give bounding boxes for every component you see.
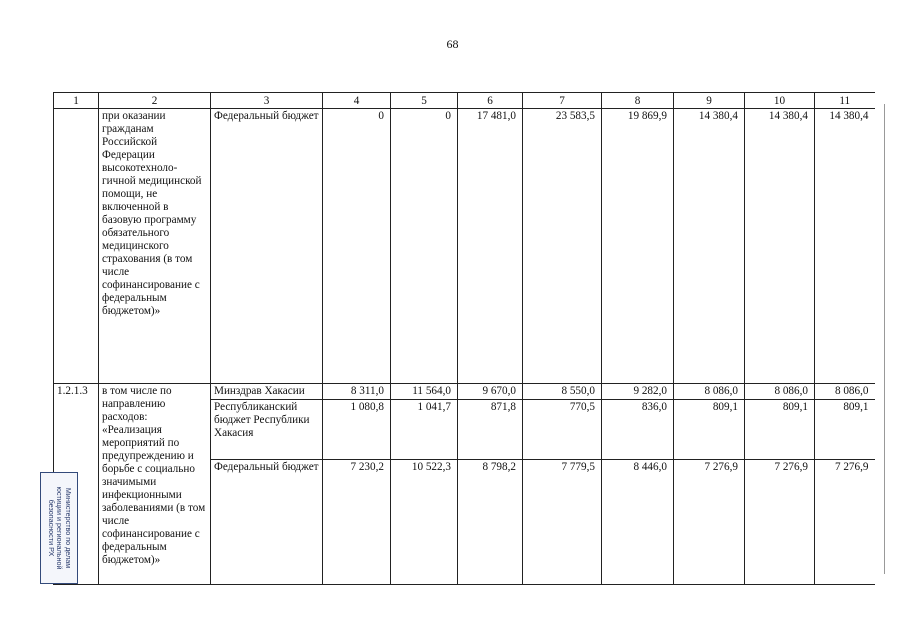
page-number: 68 — [446, 37, 459, 51]
header-cell: 6 — [458, 93, 523, 109]
value-cell: 8 798,2 — [458, 460, 523, 585]
header-cell: 4 — [323, 93, 391, 109]
value-cell: 809,1 — [745, 400, 815, 460]
funding-source-cell: Республиканский бюджет Республики Хакасия — [211, 400, 323, 460]
value-cell: 9 670,0 — [458, 384, 523, 400]
table-row — [54, 109, 875, 384]
value-cell: 8 311,0 — [323, 384, 391, 400]
funding-source-cell: Федеральный бюджет — [211, 460, 323, 585]
value-cell: 8 086,0 — [745, 384, 815, 400]
value-cell: 7 276,9 — [674, 460, 745, 585]
value-cell: 23 583,5 — [523, 109, 602, 384]
header-cell: 7 — [523, 93, 602, 109]
item-description-cell: в том числе по направлению расходов: «Реализация мероприятий по предупреждению и борьбе с социально значимыми инфекционными заболеваниями (в том числе софинансирование с федеральным бюджетом)» — [99, 384, 211, 585]
header-cell: 9 — [674, 93, 745, 109]
value-cell: 8 086,0 — [674, 384, 745, 400]
value-cell: 1 080,8 — [323, 400, 391, 460]
value-cell: 8 086,0 — [815, 384, 875, 400]
header-cell: 5 — [391, 93, 458, 109]
header-cell: 3 — [211, 93, 323, 109]
value-cell: 19 869,9 — [602, 109, 674, 384]
value-cell: 14 380,4 — [745, 109, 815, 384]
funding-source-cell: Минздрав Хакасии — [211, 384, 323, 400]
item-code-cell — [54, 109, 99, 384]
value-cell: 0 — [391, 109, 458, 384]
ministry-stamp — [40, 472, 78, 584]
value-cell: 7 276,9 — [815, 460, 875, 585]
header-cell: 2 — [99, 93, 211, 109]
value-cell: 836,0 — [602, 400, 674, 460]
value-cell: 809,1 — [674, 400, 745, 460]
value-cell: 7 276,9 — [745, 460, 815, 585]
header-cell: 11 — [815, 93, 875, 109]
value-cell: 11 564,0 — [391, 384, 458, 400]
value-cell: 871,8 — [458, 400, 523, 460]
item-description-cell: при оказании гражданам Российской Федерации высокотехноло-гичной медицинской помощи, не включенной в базовую программу обязательного медицинского страхования (в том числе софинансирование с федеральным бюджетом)» — [99, 109, 211, 384]
value-cell: 0 — [323, 109, 391, 384]
table-row — [54, 384, 875, 400]
value-cell: 17 481,0 — [458, 109, 523, 384]
column-number-row — [54, 93, 875, 109]
budget-table — [53, 92, 875, 585]
header-cell: 8 — [602, 93, 674, 109]
value-cell: 8 550,0 — [523, 384, 602, 400]
item-code-cell: 1.2.1.3 — [54, 384, 99, 585]
funding-source-cell: Федеральный бюджет — [211, 109, 323, 384]
value-cell: 809,1 — [815, 400, 875, 460]
value-cell: 8 446,0 — [602, 460, 674, 585]
value-cell: 14 380,4 — [674, 109, 745, 384]
header-cell: 1 — [54, 93, 99, 109]
value-cell: 1 041,7 — [391, 400, 458, 460]
value-cell: 7 779,5 — [523, 460, 602, 585]
value-cell: 14 380,4 — [815, 109, 875, 384]
value-cell: 9 282,0 — [602, 384, 674, 400]
stamp-text: Министерство по делам юстиции и региональной безопасности РХ — [46, 486, 73, 570]
value-cell: 7 230,2 — [323, 460, 391, 585]
page-edge-line — [884, 104, 885, 574]
value-cell: 770,5 — [523, 400, 602, 460]
value-cell: 10 522,3 — [391, 460, 458, 585]
header-cell: 10 — [745, 93, 815, 109]
